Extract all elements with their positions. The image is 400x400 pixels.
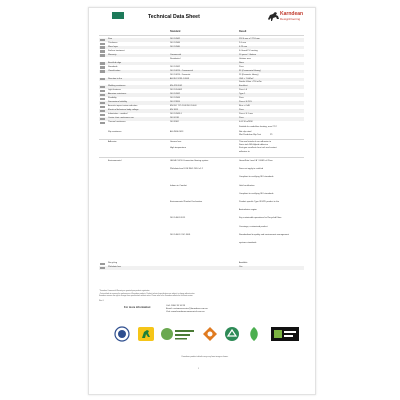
- spec-standard: Residential: [170, 57, 181, 60]
- environmental-result: Australasian region: [239, 209, 257, 212]
- spec-label: Abrasion resistance: [108, 93, 127, 96]
- environmental-result: systems standards: [239, 242, 257, 244]
- iso-badge-icon: [112, 325, 132, 343]
- adhesive-result: First-gen excellent clear tack and contact: [239, 147, 277, 150]
- spec-row-icon: [100, 98, 105, 100]
- spec-standard: ISO 24340: [170, 45, 180, 48]
- contact-heading: For more information:: [124, 306, 152, 309]
- spec-result: 23 (Domestic Heavy): [239, 73, 259, 76]
- spec-standard: EN 1815: [170, 109, 179, 112]
- spec-label: Surface treatment: [108, 49, 125, 52]
- phthalate-icon: [100, 267, 105, 269]
- footer-disclaimer: Karndean product details may vary from images shown.: [181, 356, 229, 358]
- spec-result: Type 1: [239, 93, 246, 96]
- contact-website[interactable]: Visit: www.karndeancommercial.com.au: [166, 311, 205, 313]
- slip-resistance-row: [99, 131, 304, 137]
- spec-result: 0.01 W·m²K/W: [239, 120, 253, 123]
- spec-label: Reaction to fire: [108, 77, 122, 80]
- brand-name: Karndean: [280, 11, 304, 17]
- contact-email[interactable]: Email: customerservice@karndean.com.au: [166, 308, 208, 310]
- footnote: Karndean reserves the right to change these specifications without notice. Please refer to the Karndean website for the latest version.: [99, 296, 193, 297]
- spec-result: Lifetime max: [239, 57, 251, 60]
- slip-result: Not slip rated: [239, 131, 252, 133]
- adhesive-result: adhesive to: [239, 150, 250, 153]
- slip-standard: AS 4586-2013: [170, 131, 184, 133]
- spec-result: CHF > 7 kW/m²: [239, 77, 254, 80]
- spec-label: Electrical behaviour body voltage: [108, 109, 139, 112]
- spec-row-icon: [100, 118, 105, 120]
- spec-label: Welding resistance: [108, 85, 126, 88]
- spec-result: Pass ≥ 6: [239, 89, 248, 92]
- spec-result: ΔLw = 4 dB: [239, 105, 250, 108]
- spec-row-icon: [100, 66, 105, 68]
- spec-row-icon: [100, 70, 105, 72]
- divider: [99, 157, 304, 158]
- spec-label: Size: [108, 38, 113, 40]
- spec-result: Pass: [239, 117, 244, 119]
- spec-label: Standards: [108, 65, 118, 68]
- spec-label: Flexibility: [108, 97, 117, 100]
- spec-label: Light fastness: [108, 89, 121, 92]
- footnote: * Karndean Commercial Warranty are granted upon product registration.: [99, 291, 150, 292]
- spec-result: Smoke Value <750 m²/m: [239, 81, 262, 84]
- column-header-result: Result: [239, 30, 247, 33]
- spec-standard: ISO 4918: [170, 117, 179, 119]
- spec-row: [99, 121, 304, 125]
- spec-result: 152.4 mm x 177.8 mm: [239, 38, 260, 40]
- spec-result: Pass ≤ 0.25%: [239, 101, 252, 104]
- spec-result: 0.25 mm: [239, 45, 248, 48]
- environmental-label: Environmental: [108, 160, 122, 162]
- adhesive-criterion: General use: [170, 141, 182, 143]
- environmental-result: Compliant to certifying ISO standards: [239, 192, 274, 195]
- footnotes: [99, 291, 304, 299]
- spec-result: K-Guard PU coating: [239, 49, 258, 52]
- header-divider: [99, 35, 304, 36]
- revision-label: Rev 0: [99, 300, 104, 302]
- spec-label: Warranty: [108, 53, 117, 56]
- slip-rating-label: Wet Pendulum Slip Test: [239, 134, 261, 136]
- adhesive-label: Adhesive: [108, 141, 117, 143]
- spec-row-icon: [100, 86, 105, 88]
- adhesive-block: [99, 141, 304, 155]
- spec-label: Indentation - residual: [108, 113, 128, 116]
- brand-green-tab: [112, 12, 124, 19]
- environmental-criterion: Phthalate-free DOE RA 1.2014 v1.2: [170, 168, 203, 171]
- adhesive-result: Sonic-tack MS-Hybrid adhesive: [239, 144, 268, 147]
- spec-row-icon: [100, 102, 105, 104]
- spec-standard: EN ISO 717-2 EN ISO 140-8: [170, 105, 197, 108]
- kangaroo-icon: [136, 325, 156, 343]
- spec-result: Pass: [239, 97, 244, 100]
- underfloor-note: Suitable for underfloor heating, max 27°C: [239, 126, 278, 128]
- spec-label: Wear layer: [108, 45, 119, 48]
- spec-standard: ISO 8302: [170, 120, 179, 123]
- contact-phone: Call: 1800 33 10 99: [166, 305, 185, 307]
- environmental-result: Key sustainable operations for Recycled Floor: [239, 217, 282, 220]
- green-tag-icon: [270, 325, 300, 343]
- spec-result: 10 years / Lifetime: [239, 53, 256, 56]
- spec-row-icon: [100, 54, 105, 56]
- spec-row-icon: [100, 50, 105, 52]
- spec-result: Pass ≤ 0.1 mm: [239, 113, 253, 116]
- slip-rating: P1: [270, 134, 273, 136]
- spec-row-icon: [100, 90, 105, 92]
- slip-label: Slip resistance: [108, 131, 122, 133]
- dog-logo-icon: [267, 11, 280, 22]
- spec-standard: ISO 10874 - Commercial: [170, 69, 193, 72]
- spec-row-icon: [100, 46, 105, 48]
- spec-row-icon: [100, 110, 105, 112]
- spec-row-icon: [100, 122, 105, 124]
- phthalate-row: [99, 266, 304, 270]
- spec-label: Classification: [108, 69, 121, 72]
- adhesive-criterion: High temperature: [170, 147, 187, 150]
- spec-label: Castor chair continuous use: [108, 117, 134, 119]
- adhesive-result: Thin-seal interlock use adhesive to: [239, 141, 271, 143]
- spec-standard: ISO 10582: [170, 65, 180, 68]
- spec-row-icon: [100, 43, 105, 45]
- spec-label: Bevelled edge: [108, 61, 122, 64]
- environmental-result: Coverings, customised product: [239, 225, 268, 228]
- environmental-result: Standardised to quality and environment management: [239, 233, 289, 236]
- environmental-criterion: GECA CLICK-Connection flooring system: [170, 160, 209, 162]
- spec-standard: ISO 23999: [170, 101, 180, 104]
- spec-label: Thermal resistance: [108, 120, 126, 123]
- spec-result: 2.0 mm: [239, 41, 246, 44]
- environmental-criterion: ISO 14001:2015: [170, 217, 186, 220]
- spec-result: 33 (Commercial Heavy): [239, 69, 261, 72]
- page-number: 1: [198, 368, 200, 370]
- spec-label: Acoustic impact noise reduction: [108, 105, 138, 108]
- environmental-criterion: ISO 14001 / ISO 9001: [170, 233, 191, 236]
- environmental-criterion: Environmental Product Declaration: [170, 201, 203, 203]
- spec-label: Thickness: [108, 41, 118, 44]
- recycle-icon: [222, 325, 242, 343]
- spec-standard: Commercial: [170, 53, 182, 56]
- spec-row-icon: [100, 94, 105, 96]
- phthalate-label: Phthalate free: [108, 266, 121, 268]
- contact-details: [166, 305, 208, 314]
- environmental-result: GreenRate Level 'A' / LEED v4 Pass: [239, 160, 273, 162]
- phthalate-result: Yes: [239, 266, 243, 268]
- divider: [99, 139, 304, 140]
- gbca-icon: [160, 325, 196, 343]
- recycling-icon: [100, 263, 105, 265]
- spec-row-icon: [100, 39, 105, 41]
- recycling-label: Recycling: [108, 262, 118, 264]
- environmental-criterion: Indoor air Comfort: [170, 184, 187, 187]
- environmental-result: Compliant to certifying ISO standards: [239, 176, 274, 179]
- spec-standard: ISO 10582: [170, 93, 180, 96]
- spec-standard: ISO 105-B02: [170, 89, 183, 92]
- spec-label: Dimensional stability: [108, 101, 127, 104]
- spec-row-icon: [100, 114, 105, 116]
- column-header-standard: Standard: [170, 30, 181, 33]
- underfloor-row: [99, 126, 304, 130]
- karndean-logo: [267, 10, 305, 24]
- spec-standard: ISO 24344: [170, 97, 180, 100]
- page-title: Technical Data Sheet: [148, 14, 200, 20]
- spec-result: Pass: [239, 109, 244, 112]
- spec-row-icon: [100, 78, 105, 80]
- spec-standard: ISO 24343-1: [170, 113, 182, 116]
- certification-logos: [112, 325, 307, 345]
- spec-standard: EN 423:2002: [170, 85, 183, 88]
- recycling-result: Available: [239, 262, 248, 264]
- spec-row-icon: [100, 106, 105, 108]
- spec-standard: ISO 24342: [170, 38, 180, 40]
- greentag-icon: [200, 325, 220, 343]
- spec-standard: AS ISO 9239.1:2003: [170, 77, 190, 80]
- indoor-air-icon: [244, 325, 264, 343]
- brand-tagline: DesignFlooring: [280, 17, 301, 21]
- spec-result: Excellent: [239, 85, 248, 88]
- spec-result: Pass: [239, 65, 244, 68]
- spec-result: None: [239, 61, 244, 64]
- spec-standard: ISO 10874 - Domestic: [170, 73, 191, 76]
- environmental-result: Gold certification: [239, 184, 255, 187]
- environmental-result: Does not apply to certified: [239, 168, 264, 171]
- environmental-block: [99, 160, 304, 250]
- environmental-result: Product specific Type III EPD product in the: [239, 201, 280, 203]
- spec-standard: ISO 24346: [170, 41, 180, 44]
- spec-row-icon: [100, 62, 105, 64]
- footnote: ¹ Test methods to measure the performance of Karndean products. Product technical specifications are subject to change without notice.: [99, 293, 196, 295]
